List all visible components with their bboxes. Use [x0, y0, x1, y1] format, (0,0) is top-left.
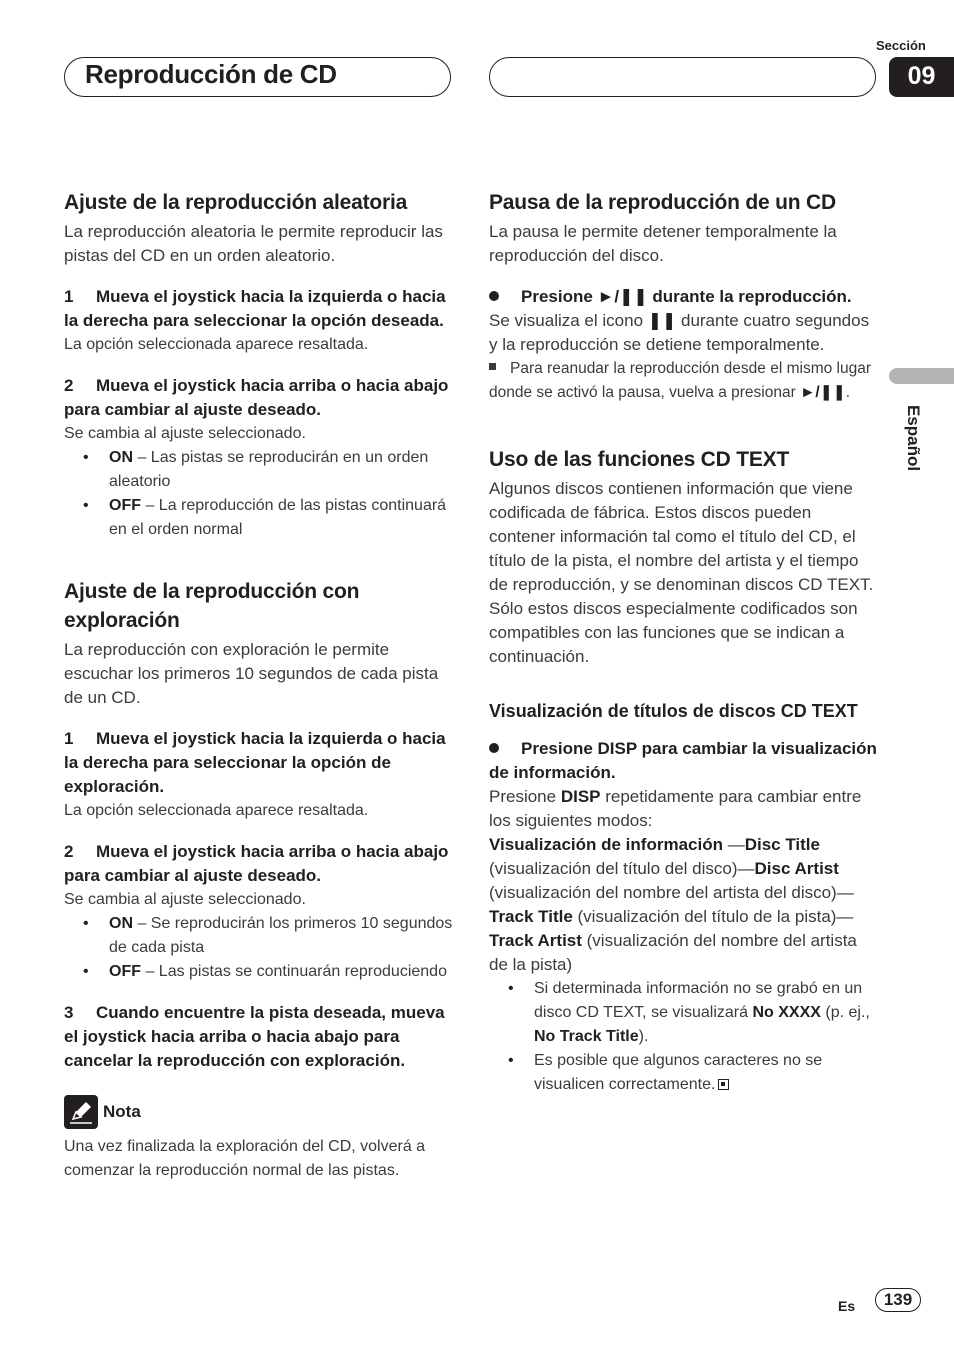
option-off: OFF [109, 497, 141, 514]
mode-desc: (visualización del nombre del artista del disco)— [489, 883, 854, 902]
header-empty-frame [489, 57, 876, 97]
step-text: Mueva el joystick hacia la izquierda o hacia la derecha para seleccionar la opción de exploración. [64, 729, 446, 796]
left-column [64, 188, 454, 1183]
mode-info: Visualización de información [489, 835, 723, 854]
note-text: Es posible que algunos caracteres no se visualicen correctamente. [534, 1052, 823, 1093]
note-text: ). [638, 1028, 649, 1045]
random-step-2 [64, 374, 454, 422]
option-on: ON [109, 915, 133, 932]
note-text: (p. ej., [820, 1004, 870, 1021]
scan-intro: La reproducción con exploración le permite escuchar los primeros 10 segundos de cada pista de un CD. [64, 640, 439, 707]
no-track-title: No Track Title [534, 1028, 639, 1045]
pause-action [489, 285, 879, 309]
option-off-desc: – La reproducción de las pistas continuará en el orden normal [109, 497, 447, 538]
note-text: Una vez finalizada la exploración del CD, volverá a comenzar la reproducción normal de las pistas. [64, 1138, 426, 1179]
tip-text: Para reanudar la reproducción desde el mismo lugar donde se activó la pausa, vuelva a presionar [489, 360, 872, 401]
option-on-desc: – Las pistas se reproducirán en un orden aleatorio [109, 449, 429, 490]
note-box [64, 1095, 454, 1129]
list-item [64, 494, 454, 542]
list-item [64, 960, 454, 984]
step-number: 1 [64, 729, 74, 748]
pause-result [489, 309, 879, 357]
play-pause-key: ►/❚❚ [597, 287, 648, 306]
no-xxxx: No XXXX [752, 1004, 821, 1021]
end-mark-icon [718, 1079, 729, 1090]
result-text-end: durante cuatro segundos y la reproducción se detiene temporalmente. [489, 311, 870, 354]
option-off-desc: – Las pistas se continuarán reproduciendo [141, 963, 447, 980]
scan-step-3 [64, 1001, 454, 1073]
list-item [64, 446, 454, 494]
press-text: Presione [489, 787, 561, 806]
action-text: Presione DISP para cambiar la visualización de información. [489, 739, 877, 782]
disp-key: DISP [560, 787, 601, 806]
mode-desc: (visualización del título del disco)— [489, 859, 755, 878]
bullet-dot-icon [489, 291, 499, 301]
page-title: Reproducción de CD [85, 59, 337, 89]
action-text-end: durante la reproducción. [647, 287, 852, 306]
step-number: 2 [64, 842, 74, 861]
option-off: OFF [109, 963, 141, 980]
random-step-2-note: Se cambia al ajuste seleccionado. [64, 425, 306, 442]
mode-track-artist: Track Artist [489, 931, 582, 950]
side-tab-bar [889, 368, 954, 384]
list-item [489, 977, 879, 1049]
step-text: Mueva el joystick hacia la izquierda o hacia la derecha para seleccionar la opción deseada. [64, 287, 446, 330]
mode-disc-artist: Disc Artist [754, 859, 839, 878]
pause-intro: La pausa le permite detener temporalmente la reproducción del disco. [489, 222, 837, 265]
mode-desc: (visualización del título de la pista)— [572, 907, 854, 926]
scan-step-1-note: La opción seleccionada aparece resaltada. [64, 802, 369, 819]
heading-cdtext: Uso de las funciones CD TEXT [489, 448, 790, 471]
page-number: 139 [875, 1288, 921, 1312]
cdtext-action [489, 737, 879, 785]
list-item [489, 1049, 879, 1097]
scan-step-2 [64, 840, 454, 888]
scan-options-list [64, 912, 454, 984]
list-item [64, 912, 454, 960]
step-text: Mueva el joystick hacia arriba o hacia abajo para cambiar al ajuste deseado. [64, 842, 449, 885]
option-on-desc: – Se reproducirán los primeros 10 segundos de cada pista [109, 915, 453, 956]
note-text: Si determinada información no se grabó en un disco CD TEXT, se visualizará [534, 980, 863, 1021]
step-text: Mueva el joystick hacia arriba o hacia abajo para cambiar al ajuste deseado. [64, 376, 449, 419]
tip-text-end: . [845, 384, 850, 401]
heading-pause: Pausa de la reproducción de un CD [489, 191, 836, 214]
cdtext-intro: Algunos discos contienen información que viene codificada de fábrica. Estos discos pueden contener información tal como el título del CD, el título de la pista, el nombre del artista y el tiempo de reproducción, y se denominan discos CD TEXT. Sólo estos discos especialmente codificados son compatibles con las funciones que se indican a continuación. [489, 479, 874, 666]
random-step-1 [64, 285, 454, 333]
mode-sep: — [722, 835, 745, 854]
section-label: Sección [876, 38, 926, 53]
random-intro: La reproducción aleatoria le permite reproducir las pistas del CD en un orden aleatorio. [64, 222, 443, 265]
random-step-1-note: La opción seleccionada aparece resaltada. [64, 336, 369, 353]
subheading-cdtext-titles: Visualización de títulos de discos CD TEXT [489, 701, 858, 721]
pause-tip [489, 357, 879, 405]
cdtext-notes-list [489, 977, 879, 1097]
right-column [489, 188, 879, 1097]
result-text: Se visualiza el icono [489, 311, 648, 330]
square-bullet-icon [489, 363, 496, 370]
section-number: 09 [889, 57, 954, 97]
press-text-end: repetidamente para cambiar entre los siguientes modos: [489, 787, 862, 830]
scan-step-1 [64, 727, 454, 799]
step-text: Cuando encuentre la pista deseada, mueva el joystick hacia arriba o hacia abajo para cancelar la reproducción con exploración. [64, 1003, 445, 1070]
title-frame [64, 57, 451, 97]
cdtext-modes [489, 833, 879, 977]
scan-step-2-note: Se cambia al ajuste seleccionado. [64, 891, 306, 908]
random-options-list [64, 446, 454, 542]
step-number: 3 [64, 1003, 74, 1022]
note-label: Nota [103, 1102, 141, 1121]
heading-random: Ajuste de la reproducción aleatoria [64, 191, 408, 214]
cdtext-press [489, 785, 879, 833]
action-text: Presione [521, 287, 598, 306]
step-number: 2 [64, 376, 74, 395]
mode-disc-title: Disc Title [744, 835, 820, 854]
footer-lang-code: Es [838, 1298, 856, 1314]
bullet-dot-icon [489, 743, 499, 753]
step-number: 1 [64, 287, 74, 306]
option-on: ON [109, 449, 133, 466]
mode-track-title: Track Title [489, 907, 573, 926]
pause-key: ❚❚ [647, 311, 677, 330]
mode-desc: (visualización del nombre del artista de la pista) [489, 931, 857, 974]
language-tab: Español [904, 404, 923, 472]
note-icon [64, 1095, 98, 1129]
heading-scan: Ajuste de la reproducción con exploración [64, 580, 360, 632]
play-pause-key: ►/❚❚ [800, 384, 846, 401]
